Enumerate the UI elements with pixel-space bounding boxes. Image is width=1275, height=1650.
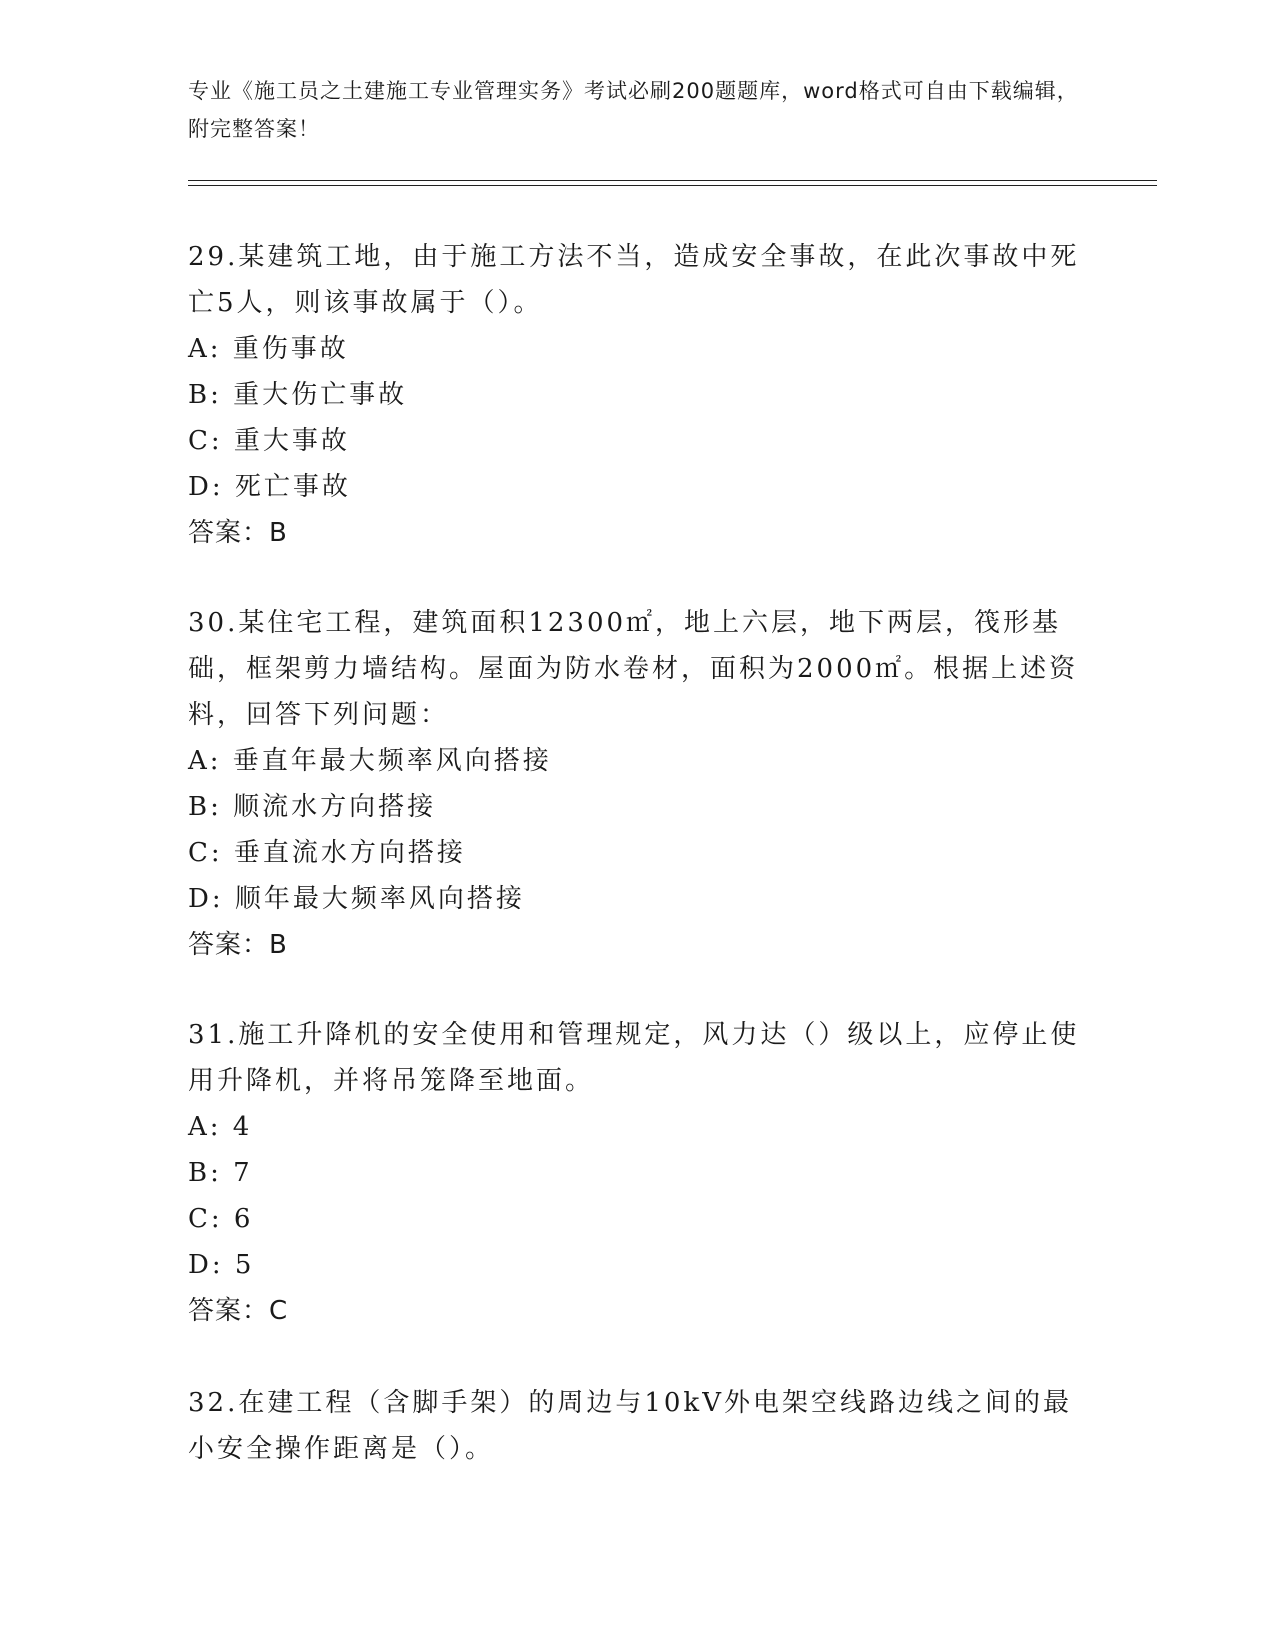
document-header: 专业《施工员之土建施工专业管理实务》考试必刷200题题库，word格式可自由下载编辑，附完整答案！	[188, 79, 1079, 141]
option-c: C: 重大事故	[188, 426, 350, 456]
option-b: B: 顺流水方向搭接	[188, 792, 437, 822]
answer: 答案：B	[188, 518, 288, 548]
option-c: C: 6	[188, 1204, 254, 1234]
option-b: B: 重大伤亡事故	[188, 380, 408, 410]
option-d: D: 5	[188, 1250, 255, 1280]
option-d: D: 顺年最大频率风向搭接	[188, 884, 525, 914]
option-a: A: 重伤事故	[188, 334, 349, 364]
option-a: A: 垂直年最大频率风向搭接	[188, 746, 552, 776]
answer: 答案：C	[188, 1296, 289, 1326]
option-d: D: 死亡事故	[188, 472, 351, 502]
question-32	[188, 1380, 1088, 1472]
question-31	[188, 1012, 1088, 1334]
question-text: 30.某住宅工程，建筑面积12300㎡，地上六层，地下两层，筏形基础，框架剪力墙结构。屋面为防水卷材，面积为2000㎡。根据上述资料，回答下列问题：	[188, 608, 1079, 730]
question-text: 29.某建筑工地，由于施工方法不当，造成安全事故，在此次事故中死亡5人，则该事故属于（）。	[188, 242, 1080, 318]
question-29	[188, 234, 1088, 556]
question-text: 32.在建工程（含脚手架）的周边与10kV外电架空线路边线之间的最小安全操作距离是（）。	[188, 1388, 1072, 1464]
option-c: C: 垂直流水方向搭接	[188, 838, 466, 868]
option-a: A: 4	[188, 1112, 253, 1142]
option-b: B: 7	[188, 1158, 253, 1188]
header-rule-top	[188, 180, 1157, 181]
question-30	[188, 600, 1088, 968]
answer: 答案：B	[188, 930, 288, 960]
header-rule-bottom	[188, 185, 1157, 186]
question-text: 31.施工升降机的安全使用和管理规定，风力达（）级以上，应停止使用升降机，并将吊笼降至地面。	[188, 1020, 1080, 1096]
